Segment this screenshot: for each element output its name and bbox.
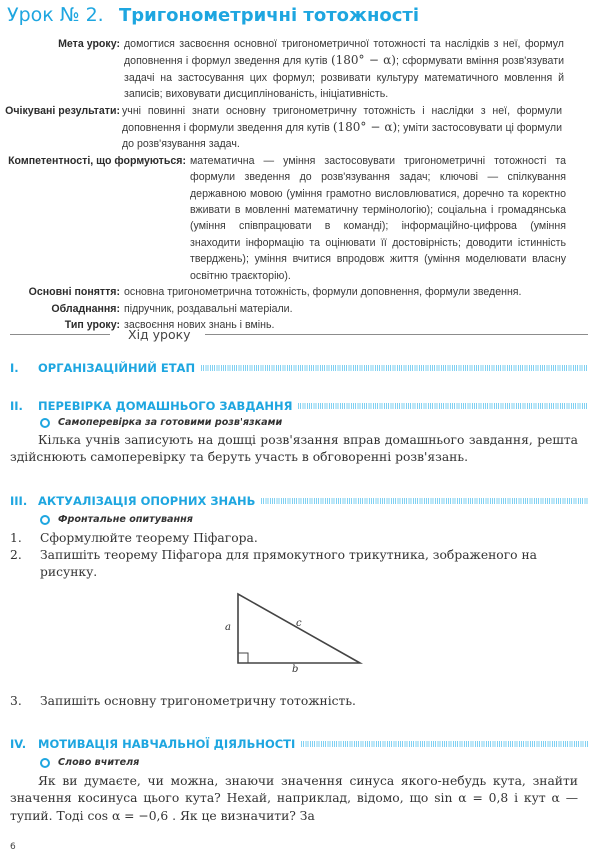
meta-row-equipment xyxy=(0,301,600,317)
page-number: 6 xyxy=(10,842,16,852)
section-number: IV. xyxy=(10,737,27,751)
meta-value: математична — уміння застосовувати тригонометричні тотожності та формули зведення до розв'язування задач; ключові — спілкування державною мовою (уміння грамотно висловлюватися, доречно та коректно вживати в мовленні математичну термінологію); соціальна і громадянська (уміння співпрацювати в команді); інформаційно-цифрова (уміння знаходити інформацію та оцінювати її достовірність; доводити істинність тверджень); уміння вчитися впродовж життя (уміння моделювати власну освітню траєкторію). xyxy=(190,154,566,282)
lesson-meta xyxy=(0,36,600,333)
course-heading xyxy=(10,327,588,342)
section-title: АКТУАЛІЗАЦІЯ ОПОРНИХ ЗНАНЬ xyxy=(38,494,256,508)
section-title: ПЕРЕВІРКА ДОМАШНЬОГО ЗАВДАННЯ xyxy=(38,399,293,413)
meta-value xyxy=(124,36,564,103)
meta-value xyxy=(122,103,562,153)
meta-label: Мета уроку: xyxy=(58,38,120,50)
leg-a-label: a xyxy=(225,622,231,633)
bullet-ring-icon xyxy=(40,515,50,525)
right-triangle-figure xyxy=(225,590,368,675)
question-text: Сформулюйте теорему Піфагора. xyxy=(40,531,258,545)
meta-row-results xyxy=(0,103,600,153)
question-3 xyxy=(10,693,578,710)
paragraph-homework xyxy=(10,432,578,467)
paragraph-text: Кілька учнів записують на дошці розв'язання вправ домашнього завдання, решта здійснюють самоперевірку та беруть участь в обговоренні розв'язань. xyxy=(10,433,578,465)
dotted-rule xyxy=(261,498,588,504)
meta-row-goal xyxy=(0,36,600,103)
meta-value: підручник, роздавальні матеріали. xyxy=(124,302,293,315)
meta-label: Очікувані результати: xyxy=(5,104,120,117)
section-title: ОРГАНІЗАЦІЙНИЙ ЕТАП xyxy=(38,361,196,375)
subheading-frontal-survey xyxy=(40,514,193,525)
dotted-rule xyxy=(201,365,588,371)
formula: (180° − α) xyxy=(332,120,398,135)
meta-label: Тип уроку: xyxy=(64,318,120,331)
section-number: III. xyxy=(10,494,28,508)
subheading-text: Самоперевірка за готовими розв'язками xyxy=(58,417,283,428)
subheading-self-check xyxy=(40,417,282,428)
dotted-rule xyxy=(298,403,588,409)
section-heading-1 xyxy=(10,361,588,375)
section-number: II. xyxy=(10,399,23,413)
section-title: МОТИВАЦІЯ НАВЧАЛЬНОЇ ДІЯЛЬНОСТІ xyxy=(38,737,296,751)
hypotenuse-c-label: c xyxy=(296,618,302,629)
bullet-ring-icon xyxy=(40,418,50,428)
lesson-title xyxy=(7,4,419,26)
divider xyxy=(10,334,110,336)
meta-row-concepts xyxy=(0,284,600,300)
section-heading-3 xyxy=(10,494,588,508)
subheading-teacher-word xyxy=(40,757,139,768)
question-number: 3. xyxy=(10,694,22,708)
section-heading-2 xyxy=(10,399,588,413)
subheading-text: Слово вчителя xyxy=(58,757,140,768)
course-heading-label: Хід уроку xyxy=(128,327,191,342)
lesson-topic: Тригонометричні тотожності xyxy=(119,5,420,26)
question-1 xyxy=(10,530,578,547)
meta-row-competences xyxy=(0,153,600,284)
meta-text: домогтися засвоєння основної тригонометричної тотожності та наслідків з неї, формул доповнення і формул зведення для кутів xyxy=(124,38,564,68)
dotted-rule xyxy=(301,741,588,747)
formula: (180° − α) xyxy=(330,53,396,68)
bullet-ring-icon xyxy=(40,758,50,768)
question-text: Запишіть основну тригонометричну тотожність. xyxy=(40,694,356,708)
question-text: Запишіть теорему Піфагора для прямокутного трикутника, зображеного на рисунку. xyxy=(40,548,537,579)
meta-label: Компетентності, що формуються: xyxy=(8,154,186,167)
paragraph-motivation xyxy=(10,773,578,825)
subheading-text: Фронтальне опитування xyxy=(58,514,193,525)
meta-label: Основні поняття: xyxy=(28,286,120,299)
section-number: I. xyxy=(10,361,19,375)
question-number: 1. xyxy=(10,531,22,545)
question-number: 2. xyxy=(10,548,22,562)
divider xyxy=(205,334,588,336)
meta-label: Обладнання: xyxy=(51,302,120,315)
meta-text: ; сформувати вміння розв'язувати задачі на застосування цих формул; розвивати культуру математичного мовлення й записів; виховувати дисциплінованість, ініціативність. xyxy=(124,55,564,101)
lesson-number: Урок № 2. xyxy=(7,4,104,26)
meta-text: учні повинні знати основну тригонометричну тотожність і наслідки з неї, формули доповнення і формули зведення для кутів xyxy=(122,104,562,135)
question-2 xyxy=(10,547,578,581)
section-heading-4 xyxy=(10,737,588,751)
paragraph-text: Як ви думаєте, чи можна, знаючи значення синуса якого-небудь кута, знайти значення косинуса цього кута? Нехай, наприклад, відомо, що sin α = 0,8 і кут α — тупий. Тоді cos α = −0,6 . Як це визначити? За xyxy=(10,774,578,823)
meta-value: засвоєння нових знань і вмінь. xyxy=(124,318,275,331)
leg-b-label: b xyxy=(292,664,299,675)
meta-value: основна тригонометрична тотожність, формули доповнення, формули зведення. xyxy=(124,286,522,299)
meta-text: ; уміти застосовувати ці формули до розв'язування задач. xyxy=(122,122,562,151)
triangle-diagram xyxy=(228,590,368,670)
